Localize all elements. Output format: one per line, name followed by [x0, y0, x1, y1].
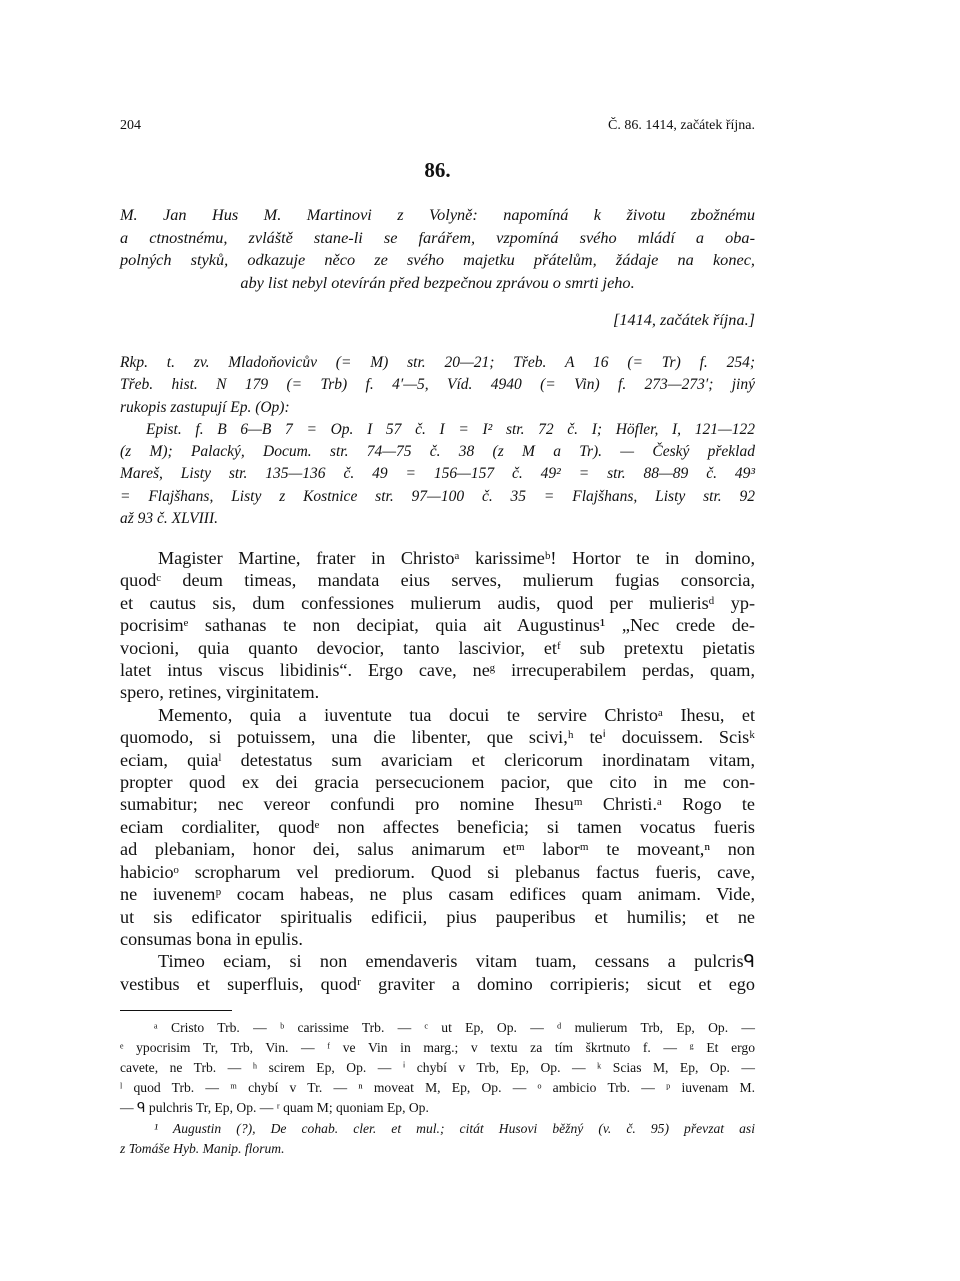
source-line: Třeb. hist. N 179 (= Trb) f. 4′—5, Víd. 4940 (= Vin) f. 273—273′; jiný [120, 376, 755, 394]
source-line: Epist. f. B 6—B 7 = Op. I 57 č. I = I² str. 72 č. I; Höfler, I, 121—122 [146, 420, 755, 438]
text-line: propter quod ex dei gracia persecucionem pacior, que cito in me con- [120, 772, 755, 793]
commentary-notes [120, 1119, 755, 1159]
text-line: vestibus et superfluis, quodʳ graviter a domino corripieris; sicut et ego [120, 973, 755, 994]
footnote-rule [120, 1010, 232, 1011]
text-line: Timeo eciam, si non emendaveris vitam tuam, cessans a pulcrisᑫ [158, 951, 755, 972]
text-line: et cautus sis, dum confessiones mulierum audis, quod per mulierisᵈ yp- [120, 592, 755, 613]
page-number: 204 [120, 118, 141, 133]
text-line: consumas bona in epulis. [120, 928, 303, 949]
text-line: quomodo, si potuissem, una die libenter, que scivi,ʰ teⁱ docuissem. Scisᵏ [120, 727, 755, 748]
source-line: Mareš, Listy str. 135—136 č. 49 = 156—157 č. 49² = str. 88—89 č. 49³ [120, 465, 755, 483]
source-line: až 93 č. XLVIII. [120, 510, 219, 528]
apparatus-line: cavete, ne Trb. — ʰ scirem Ep, Op. — ⁱ chybí v Trb, Ep, Op. — ᵏ Scias M, Ep, Op. — [120, 1060, 755, 1075]
commentary-line: ¹ Augustin (?), De cohab. cler. et mul.; citát Husovi běžný (v. č. 95) převzat asi [154, 1121, 755, 1136]
text-line: ut sis edificator spiritualis edificii, pius pauperibus et humilis; et ne [120, 906, 755, 927]
commentary-line: z Tomáše Hyb. Manip. florum. [120, 1141, 285, 1156]
text-line: eciam cordialiter, quodᵉ non affectes beneficia; si tamen vocatus fueris [120, 816, 755, 837]
running-head-title: Č. 86. 1414, začátek října. [608, 118, 755, 133]
document-number: 86. [424, 158, 451, 182]
source-line: Rkp. t. zv. Mladoňovicův (= M) str. 20—21; Třeb. A 16 (= Tr) f. 254; [120, 354, 755, 371]
sources-block [120, 352, 755, 530]
text-line: ad plebaniam, honor dei, salus animarum etᵐ laborᵐ te moveant,ⁿ non [120, 839, 755, 860]
apparatus-line: ᵉ ypocrisim Tr, Trb, Vin. — ᶠ ve Vin in marg.; v textu za tím škrtnuto f. — ᵍ Et ergo [120, 1040, 755, 1055]
text-line: spero, retines, virginitatem. [120, 682, 320, 703]
text-line: eciam, quiaˡ detestatus sum avariciam et clericorum inordinatam vitam, [120, 749, 755, 770]
apparatus-line: ˡ quod Trb. — ᵐ chybí v Tr. — ⁿ moveat M, Ep, Op. — ᵒ ambicio Trb. — ᵖ iuvenam M. [120, 1080, 755, 1095]
text-line: latet intus viscus libidinis“. Ergo cave, neᵍ irrecuperabilem perdas, quam, [120, 660, 755, 681]
textual-apparatus [120, 1018, 755, 1118]
text-line: quodᶜ deum timeas, mandata eius serves, mulierum fugias consorcia, [120, 570, 755, 591]
source-line: rukopis zastupují Ep. (Op): [120, 398, 290, 416]
text-line: vocioni, quia quanto devocior, tanto lascivior, etᶠ sub pretextu pietatis [120, 637, 755, 658]
source-line: = Flajšhans, Listy z Kostnice str. 97—100 č. 35 = Flajšhans, Listy str. 92 [120, 487, 755, 505]
date-line: [1414, začátek října.] [613, 310, 755, 329]
apparatus-line: — ᑫ pulchris Tr, Ep, Op. — ʳ quam M; quoniam Ep, Op. [120, 1100, 429, 1115]
apparatus-line: ᵃ Cristo Trb. — ᵇ carissime Trb. — ᶜ ut Ep, Op. — ᵈ mulierum Trb, Ep, Op. — [154, 1020, 755, 1035]
running-head [120, 118, 755, 134]
source-line: (z M); Palacký, Docum. str. 74—75 č. 38 (z M a Tr). — Český překlad [120, 443, 755, 461]
text-line: sumabitur; nec vereor confundi pro nomine Ihesuᵐ Christi.ᵃ Rogo te [120, 794, 755, 815]
summary-line: M. Jan Hus M. Martinovi z Volyně: napomíná k životu zbožnému [120, 205, 755, 224]
text-line: habicioᵒ scropharum vel prediorum. Quod si plebanus factus fueris, cave, [120, 861, 755, 882]
text-line: Memento, quia a iuventute tua docui te servire Christoᵃ Ihesu, et [158, 704, 755, 725]
text-line: Magister Martine, frater in Christoᵃ karissimeᵇ! Hortor te in domino, [158, 548, 755, 568]
summary-line: polných styků, odkazuje něco ze svého majetku přátelům, žádaje na konec, [120, 250, 755, 269]
text-line: ne iuvenemᵖ cocam habeas, ne plus casam edifices quam animam. Vide, [120, 884, 755, 905]
text-line: pocrisimᵉ sathanas te non decipiat, quia ait Augustinus¹ „Nec crede de- [120, 615, 755, 636]
letter-text [120, 547, 755, 995]
regest-summary [120, 204, 755, 294]
summary-line: aby list nebyl otevírán před bezpečnou zprávou o smrti jeho. [240, 272, 635, 292]
summary-line: a ctnostnému, zvláště stane-li se farářem, vzpomíná svého mládí a oba- [120, 227, 755, 247]
